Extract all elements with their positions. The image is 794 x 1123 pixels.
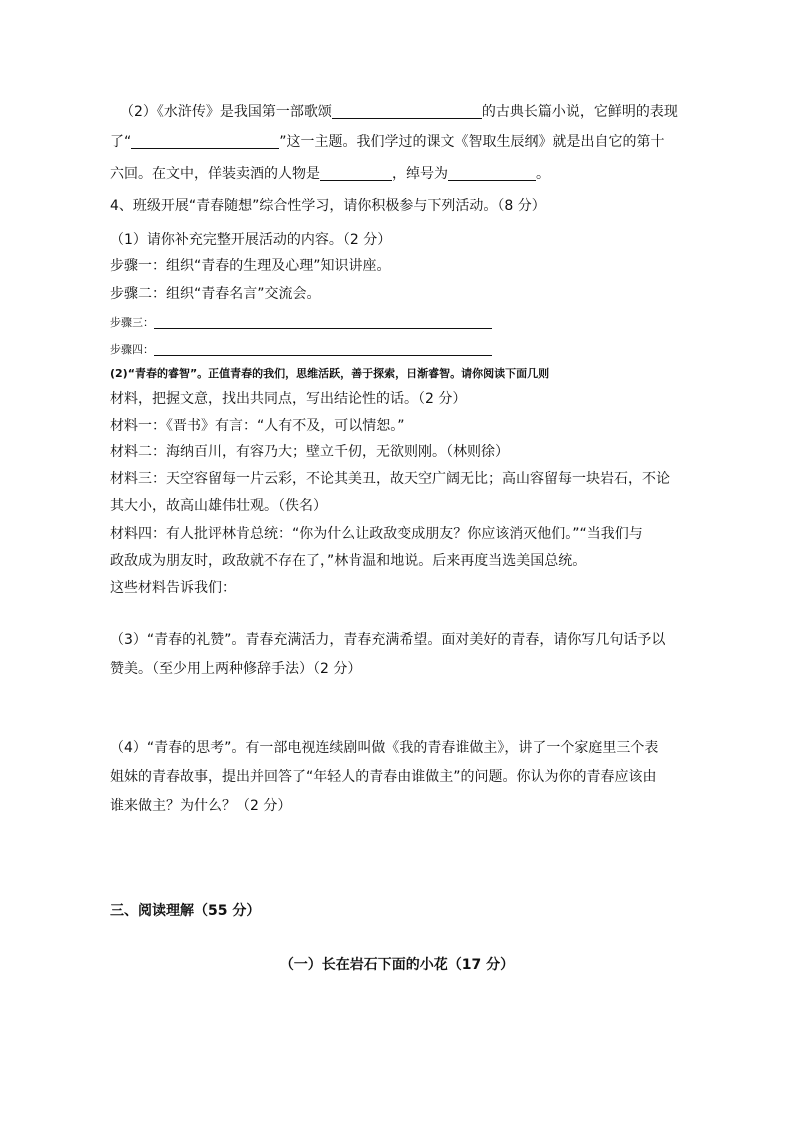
q4-sub3-line-2: 赞美。（至少用上两种修辞手法）（2 分） [110,661,362,677]
answer-blank[interactable] [131,134,279,149]
q2-line-3 [110,164,550,184]
q4-sub2-line-2: 材料，把握文意，找出共同点，写出结论性的话。（2 分） [110,391,467,407]
material-four-line-1: 材料四：有人批评林肯总统：“你为什么让政敌变成朋友？你应该消灭他们。”“当我们与 [110,526,643,542]
material-three-line-2: 其大小，故高山雄伟壮观。（佚名） [110,498,327,514]
step-three [110,313,492,333]
q2-text: 的古典长篇小说，它鲜明的表现 [481,104,678,120]
passage-title: （一）长在岩石下面的小花（17 分） [279,957,515,973]
conclusion-prompt: 这些材料告诉我们： [110,580,236,596]
material-four-line-2: 政敌成为朋友时，政敌就不存在了，”林肯温和地说。后来再度当选美国总统。 [110,553,587,569]
q4-sub4-line-1: （4）“青春的思考”。有一部电视连续剧叫做《我的青春谁做主》，讲了一个家庭里三个表 [110,740,659,756]
answer-blank[interactable] [320,166,392,181]
section-heading: 三、阅读理解（55 分） [110,903,261,919]
q4-sub3-line-1: （3）“青春的礼赞”。青春充满活力，青春充满希望。面对美好的青春，请你写几句话予以 [110,632,666,648]
q4-sub4-line-2: 姐妹的青春故事，提出并回答了“年轻人的青春由谁做主”的问题。你认为你的青春应该由 [110,769,657,785]
q2-text: ”这一主题。我们学过的课文《智取生辰纲》就是出自它的第十 [279,134,665,150]
material-one: 材料一：《晋书》有言：“人有不及，可以情恕。” [110,418,405,434]
q2-text: 了“ [110,134,132,150]
material-three-line-1: 材料三：天空容留每一片云彩，不论其美丑，故天空广阔无比；高山容留每一块岩石，不论 [110,471,670,487]
answer-blank[interactable] [332,104,482,119]
answer-blank[interactable] [154,318,492,329]
step-two: 步骤二：组织“青春名言”交流会。 [110,286,321,302]
step-label: 步骤四： [110,343,154,356]
step-one: 步骤一：组织“青春的生理及心理”知识讲座。 [110,258,391,274]
q4-sub1: （1）请你补充完整开展活动的内容。（2 分） [110,232,392,248]
q2-text: 。 [536,166,550,182]
q4-sub2-line-1: (2)“青春的睿智”。正值青春的我们，思维活跃，善于探索，日渐睿智。请你阅读下面几则 [110,367,550,380]
step-four [110,340,492,360]
answer-blank[interactable] [154,345,492,356]
step-label: 步骤三： [110,316,154,329]
material-two: 材料二：海纳百川，有容乃大；壁立千仞，无欲则刚。（林则徐） [110,444,509,460]
q2-text: 六回。在文中，佯装卖酒的人物是 [110,166,320,182]
answer-blank[interactable] [448,166,536,181]
q2-line-2 [110,132,665,152]
q2-text: ，绰号为 [392,166,448,182]
q4-sub4-line-3: 谁来做主？为什么？（2 分） [110,798,292,814]
q2-line-1 [120,102,678,122]
q2-text: （2）《水浒传》是我国第一部歌颂 [120,104,332,120]
q4-title: 4、班级开展“青春随想”综合性学习，请你积极参与下列活动。（8 分） [110,198,546,214]
